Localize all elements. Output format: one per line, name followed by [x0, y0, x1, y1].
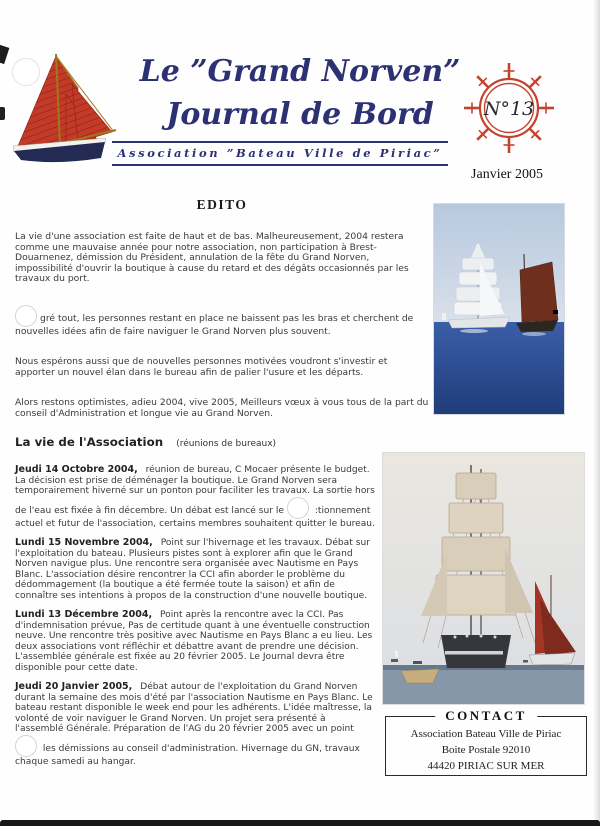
meeting-date: Lundi 13 Décembre 2004,	[15, 609, 153, 620]
contact-heading: CONTACT	[435, 708, 537, 724]
section-title: La vie de l'Association	[15, 435, 164, 449]
section-subtitle: (réunions de bureaux)	[176, 439, 277, 449]
meeting-entry: Jeudi 14 Octobre 2004, réunion de bureau, C Mocaer présente le budget. La décision est prise de déménager la boutique. Le Grand Norven sera temporairement hiverné sur un ponton pour faciliter les travaux. La sortie hors de l'eau est fixée à fin décembre. Un débat est lancé sur le :tionnement actuel et futur de l'association, certains membres souhaitent quitter le bureau.	[15, 464, 375, 529]
meeting-date: Jeudi 14 Octobre 2004,	[15, 464, 138, 475]
association-banner: Association ”Bateau Ville de Piriac”	[112, 141, 448, 166]
issue-number: N°13	[483, 98, 535, 120]
scan-edge-shadow	[593, 0, 600, 826]
ships-wheel-badge	[456, 54, 562, 166]
photo-tall-ship	[382, 452, 585, 705]
edito-paragraph: Alors restons optimistes, adieu 2004, vive 2005, Meilleurs vœux à vous tous de la part du conseil d'Administration et longue vie au Grand Norven.	[15, 397, 429, 419]
ships-wheel-icon	[456, 54, 562, 162]
meeting-date: Lundi 15 Novembre 2004,	[15, 537, 153, 548]
edito-paragraph: La vie d'une association est faite de haut et de bas. Malheureusement, 2004 restera comme une mauvaise année pour notre association, non participation à Brest-Douarnenez, démission du Président, annulation de la fête du Grand Norven, impossibilité d'ouvrir la boutique à cause du retard et des dégâts occasionnés par les travaux du port.	[15, 231, 409, 284]
issue-date: Janvier 2005	[471, 167, 543, 182]
page-title	[138, 50, 462, 136]
photo-sailboats-at-sea	[433, 203, 565, 415]
page-title-line2: Journal de Bord	[166, 97, 434, 132]
contact-box	[385, 708, 587, 776]
meeting-entry: Lundi 13 Décembre 2004, Point après la rencontre avec la CCI. Pas d'indemnisation prévue, Pas de certitude quant à une éventuelle construction neuve. Une rencontre très positive avec Nautisme en Pays Blanc a eu lieu. Les deux associations vont réfléchir et débattre avant de prendre une décision. L'assemblée générale est fixée au 20 février 2005. Le Journal devra être disponible pour cette date.	[15, 609, 373, 673]
meeting-entry: Jeudi 20 Janvier 2005, Débat autour de l'exploitation du Grand Norven durant la semaine des mois d'été par l'association Nautisme en Pays Blanc. Le bateau restant disponible le week end pour les adhérents. L'idée maîtresse, la volonté de voir naviguer le Grand Norven. Un projet sera présenté à l'assemblé Générale. Préparation de l'AG du 20 février 2005 avec un point les démissions au conseil d'administration. Hivernage du GN, travaux chaque samedi au hangar.	[15, 681, 373, 767]
meeting-entry: Lundi 15 Novembre 2004, Point sur l'hivernage et les travaux. Débat sur l'exploitation du bateau. Plusieurs pistes sont à explorer afin que le Grand Norven navigue plus. Une rencontre sera organisée avec Nautisme en Pays Blanc. L'association désire rencontrer la CCI afin aborder le problème du dédommagement (la boutique a été fermée toute la saison) et afin de connaître ses intentions à propos de la construction d'une nouvelle boutique.	[15, 537, 370, 601]
page-title-line1: Le ”Grand Norven”	[139, 54, 461, 89]
vie-association-section	[15, 431, 376, 776]
hole-punch	[15, 735, 37, 757]
red-sailboat-logo-icon	[8, 42, 120, 176]
vie-association-heading	[15, 431, 376, 450]
scan-artifact	[0, 107, 5, 120]
scan-bottom-edge	[0, 820, 600, 826]
contact-city: 44420 PIRIAC SUR MER	[427, 760, 545, 772]
edito-section	[15, 197, 429, 439]
meeting-date: Jeudi 20 Janvier 2005,	[15, 681, 133, 692]
edito-paragraph: Nous espérons aussi que de nouvelles personnes motivées voudront s'investir et apporter un nouvel élan dans le bureau afin de palier l'usure et les départs.	[15, 356, 388, 378]
hole-punch	[15, 305, 37, 327]
edito-paragraph: gré tout, les personnes restant en place ne baissent pas les bras et cherchent de nouvelles idées afin de faire naviguer le Grand Norven plus souvent.	[15, 305, 429, 338]
contact-po-box: Boite Postale 92010	[441, 744, 531, 756]
hole-punch	[287, 497, 309, 519]
edito-heading: EDITO	[196, 197, 248, 212]
contact-association: Association Bateau Ville de Piriac	[410, 728, 562, 740]
